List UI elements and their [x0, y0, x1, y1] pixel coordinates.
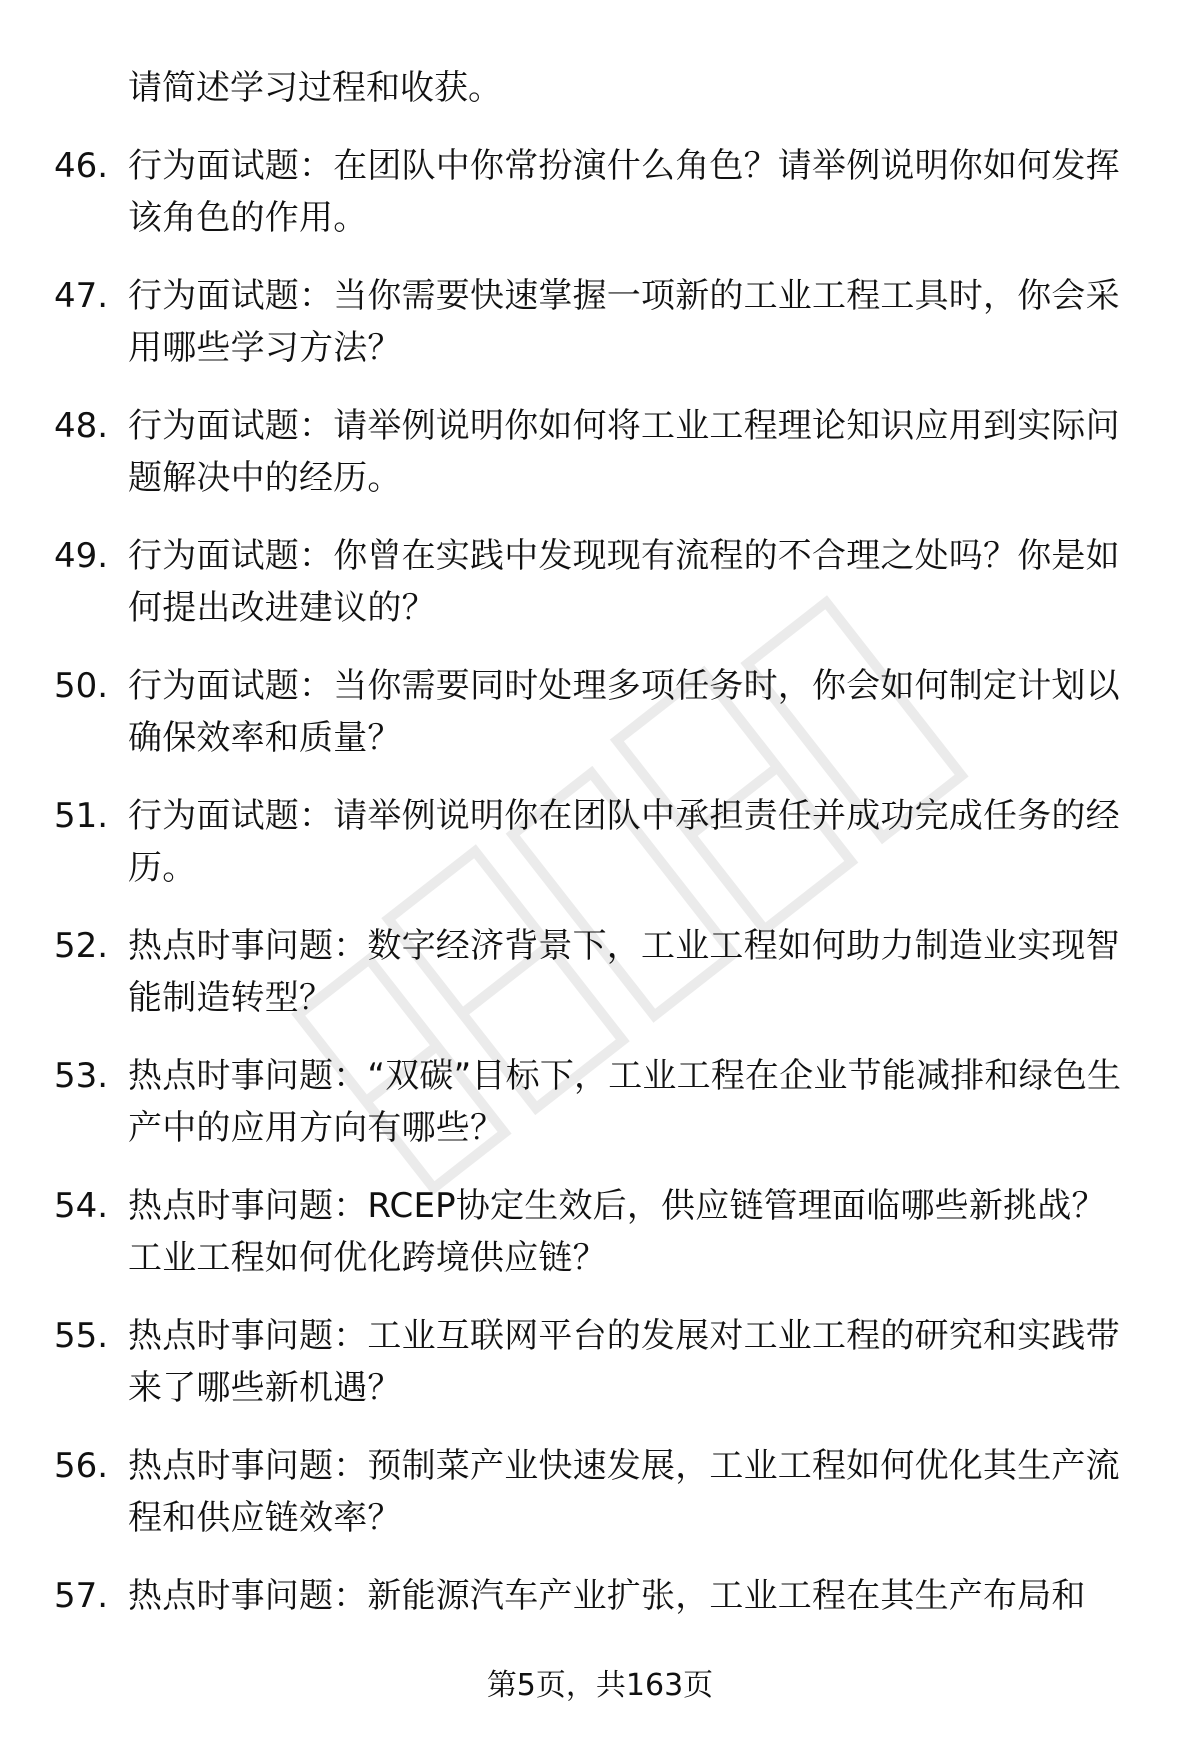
list-item [0, 1050, 1200, 1180]
list-item [0, 400, 1200, 530]
list-item [0, 530, 1200, 660]
list-item [0, 140, 1200, 270]
question-text: 行为面试题：请举例说明你在团队中承担责任并成功完成任务的经历。 [128, 796, 1120, 888]
question-number: 47. [54, 276, 109, 316]
question-number: 54. [54, 1186, 109, 1226]
list-item [0, 270, 1200, 400]
question-number: 56. [54, 1446, 109, 1486]
question-text: 热点时事问题：RCEP协定生效后，供应链管理面临哪些新挑战？工业工程如何优化跨境供应链？ [128, 1186, 1106, 1278]
question-text: 热点时事问题：工业互联网平台的发展对工业工程的研究和实践带来了哪些新机遇？ [128, 1316, 1120, 1408]
question-number: 49. [54, 536, 109, 576]
list-item [0, 920, 1200, 1050]
question-text: 行为面试题：在团队中你常扮演什么角色？请举例说明你如何发挥该角色的作用。 [128, 146, 1120, 238]
continuation-text: 请简述学习过程和收获。 [128, 68, 502, 108]
question-text: 热点时事问题：新能源汽车产业扩张，工业工程在其生产布局和 [128, 1576, 1086, 1616]
question-text: 热点时事问题：预制菜产业快速发展，工业工程如何优化其生产流程和供应链效率？ [128, 1446, 1120, 1538]
list-item [0, 1310, 1200, 1440]
list-item [0, 1180, 1200, 1310]
page-footer: 第5页，共163页 [486, 1668, 714, 1703]
question-number: 55. [54, 1316, 109, 1356]
list-item [0, 790, 1200, 920]
question-text: 行为面试题：当你需要快速掌握一项新的工业工程工具时，你会采用哪些学习方法？ [128, 276, 1120, 368]
question-number: 53. [54, 1056, 109, 1096]
question-number: 52. [54, 926, 109, 966]
question-number: 46. [54, 146, 109, 186]
list-item [0, 1440, 1200, 1570]
question-number: 51. [54, 796, 109, 836]
question-text: 行为面试题：当你需要同时处理多项任务时，你会如何制定计划以确保效率和质量？ [128, 666, 1120, 758]
question-number: 50. [54, 666, 109, 706]
question-text: 行为面试题：你曾在实践中发现现有流程的不合理之处吗？你是如何提出改进建议的？ [128, 536, 1120, 628]
question-list [0, 140, 1200, 1700]
question-text: 热点时事问题：“双碳”目标下，工业工程在企业节能减排和绿色生产中的应用方向有哪些？ [128, 1056, 1122, 1148]
question-text: 行为面试题：请举例说明你如何将工业工程理论知识应用到实际问题解决中的经历。 [128, 406, 1120, 498]
question-text: 热点时事问题：数字经济背景下，工业工程如何助力制造业实现智能制造转型？ [128, 926, 1120, 1018]
question-number: 57. [54, 1576, 109, 1616]
question-number: 48. [54, 406, 109, 446]
list-item [0, 660, 1200, 790]
